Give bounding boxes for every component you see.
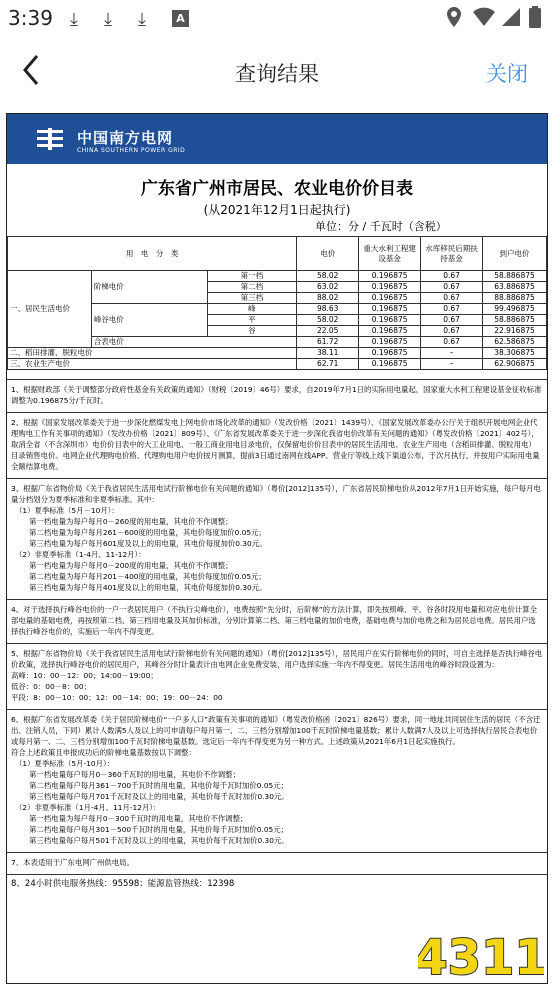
row-price: 22.05	[297, 326, 359, 337]
logo-header	[7, 114, 547, 164]
row-fund2: 0.67	[421, 293, 483, 304]
note-line: （1）夏季标准（5月－10月）：	[15, 506, 119, 515]
signal-icon	[500, 6, 522, 33]
header-fund2: 水库移民后期扶持基金	[421, 237, 483, 271]
row-price: 63.02	[297, 282, 359, 293]
row-price: 58.02	[297, 315, 359, 326]
watermark-logo	[418, 928, 544, 982]
row-total: 38.306875	[482, 348, 546, 359]
note-7	[7, 852, 547, 874]
note-line: 第一档电量为每户每月0－260度的用电量，其电价不作调整；	[29, 517, 233, 526]
wifi-icon	[472, 6, 496, 33]
row-price: 98.63	[297, 304, 359, 315]
unit-label: 单位：分 / 千瓦时（含税）	[315, 220, 447, 233]
row-fund1: 0.196875	[359, 326, 421, 337]
site-watermark	[418, 928, 544, 982]
note-line: 第一档电量为每户每月0－300千瓦时的用电量，其电价不作调整；	[29, 814, 248, 823]
note-line: 符合上述政策且申报成功后的阶梯电量基数按以下调整：	[11, 748, 196, 757]
watermark-text: 4311	[418, 930, 544, 982]
note-line: 第二档电量每户每月361－700千瓦时的用电量，其电价每千瓦时加价0.05元；	[29, 781, 288, 790]
row-fund1: 0.196875	[359, 359, 421, 370]
price-table	[7, 236, 547, 370]
row-total: 58.886875	[482, 271, 546, 282]
row-fund2: –	[421, 348, 483, 359]
page-title: 查询结果	[235, 62, 319, 86]
download-icon: ⤓	[104, 9, 112, 30]
note-8	[7, 874, 547, 896]
note-text: 6、根据广东省发展改革委《关于居民阶梯电价“一户多人口”政策有关事项的通知》（粤发改价格函〔2021〕826号）要求，同一地址共同居住生活的居民（不含迁出、注销人员，下同）累计人数满5人及以上的可申请每户每月第一、二、三档分别增加100千瓦时阶梯电量基数；累计人数满7人及以上可选择执行居民合表电价或每月第一、二、三档分别增加100千瓦时阶梯电量基数。选定后一年内不得变更为另一种方式。上述政策从2021年6月1日起实施执行。	[11, 715, 541, 746]
navigation-bar	[0, 40, 554, 104]
battery-icon	[528, 6, 542, 33]
note-line: 第一档电量每户每月0－360千瓦时的用电量，其电价不作调整；	[29, 770, 240, 779]
note-line: 平段：8：00－10：00；12：00－14：00；19：00－24：00	[11, 693, 223, 702]
row-fund1: 0.196875	[359, 348, 421, 359]
category-agri: 三、农业生产电价	[8, 359, 297, 370]
row-fund1: 0.196875	[359, 337, 421, 348]
row-price: 61.72	[297, 337, 359, 348]
row-fund1: 0.196875	[359, 271, 421, 282]
document-subtitle: (从2021年12月1日起执行)	[203, 203, 351, 217]
row-price: 58.02	[297, 271, 359, 282]
logo-english-text: CHINA SOUTHERN POWER GRID	[77, 147, 186, 154]
price-document	[6, 113, 548, 984]
logo-chinese-text: 中国南方电网	[77, 129, 174, 147]
note-line: 第三档电量为每户每月601度及以上的用电量，其电价每度加价0.30元。	[29, 539, 267, 548]
row-total: 62.586875	[482, 337, 546, 348]
note-text: 7、本表适用于广东电网广州供电局。	[11, 858, 134, 867]
row-fund2: 0.67	[421, 282, 483, 293]
row-total: 63.886875	[482, 282, 546, 293]
header-price: 电价	[297, 237, 359, 271]
note-text: 4、对于选择执行峰谷电价的一户一表居民用户（不执行尖峰电价），电费按照“先分时，后阶梯”的方法计算，即先按照峰、平、谷各时段用电量和对应电价计算全部电量的基础电费，再按照第二档、第三档用电量及其加价标准，分别计算第二档、第三档电量的加价电费，基础电费与加价电费之和为居民总电费。居民用户选择执行峰谷电价的，实施后一年内不得变更。	[11, 605, 538, 636]
note-2	[7, 412, 547, 478]
category-resident: 一、居民生活电价	[8, 271, 92, 348]
note-line: 第三档电量每户每月501千瓦时及以上的用电量，其电价每千瓦时加价0.30元。	[29, 836, 289, 845]
note-line: （2）非夏季标准（1月-4月、11月-12月）：	[15, 803, 161, 812]
note-4	[7, 599, 547, 643]
note-text: 8、24小时供电服务热线：95598；能源监管热线：12398	[11, 879, 235, 889]
row-fund2: 0.67	[421, 315, 483, 326]
note-line: 第三档电量为每户每月401度及以上的用电量，其电价每度加价0.30元。	[29, 583, 267, 592]
row-label: 第二档	[207, 282, 297, 293]
row-price: 62.71	[297, 359, 359, 370]
subcategory-combined: 合表电价	[91, 337, 296, 348]
row-fund2: 0.67	[421, 304, 483, 315]
row-fund2: 0.67	[421, 337, 483, 348]
download-icon: ⤓	[70, 9, 78, 30]
row-label: 第三档	[207, 293, 297, 304]
note-line: 第二档电量为每户每月201－400度的用电量，其电价每度加价0.05元；	[29, 572, 266, 581]
row-price: 38.11	[297, 348, 359, 359]
category-rice: 二、稻田排灌、脱粒电价	[8, 348, 297, 359]
row-label: 谷	[207, 326, 297, 337]
note-line: 低谷：0：00－8：00；	[11, 682, 91, 691]
header-fund1: 重大水利工程建设基金	[359, 237, 421, 271]
note-text: 5、根据广东省物价局《关于我省居民生活用电试行阶梯电价有关问题的通知》（粤价[2012]135号），居民用户在实行阶梯电价的同时，可自主选择是否执行峰谷电价政策，选择执行峰谷电价的居民用户，其峰谷分时计量表计由电网企业免费安装，用户选择实施一年内不得变更。居民生活用电的峰谷时段设置为：	[11, 649, 543, 669]
row-label: 峰	[207, 304, 297, 315]
location-icon	[446, 6, 462, 33]
app-notification-icon: A	[172, 10, 189, 27]
download-icon: ⤓	[138, 9, 146, 30]
note-3	[7, 478, 547, 599]
header-category: 用 电 分 类	[8, 237, 297, 271]
note-6	[7, 709, 547, 852]
row-fund1: 0.196875	[359, 304, 421, 315]
row-fund1: 0.196875	[359, 282, 421, 293]
header-total: 到户电价	[482, 237, 546, 271]
row-total: 22.916875	[482, 326, 546, 337]
row-total: 99.496875	[482, 304, 546, 315]
note-line: 第二档电量为每户每月261－600度的用电量，其电价每度加价0.05元；	[29, 528, 266, 537]
row-fund1: 0.196875	[359, 293, 421, 304]
note-line: 第一档电量为每户每月0－200度的用电量，其电价不作调整；	[29, 561, 233, 570]
note-line: 第二档电量每户每月301－500千瓦时的用电量，其电价每千瓦时加价0.05元；	[29, 825, 288, 834]
table-row	[8, 359, 547, 370]
note-text: 3、根据广东省物价局《关于我省居民生活用电试行阶梯电价有关问题的通知》（粤价[2012]135号），广东省居民阶梯电价从2012年7月1日开始实施，每户每月电量分档划分为夏季标准和非夏季标准。其中：	[11, 484, 541, 504]
status-time: 3:39	[8, 6, 53, 30]
row-price: 88.02	[297, 293, 359, 304]
row-label: 平	[207, 315, 297, 326]
table-row	[8, 348, 547, 359]
row-total: 58.886875	[482, 315, 546, 326]
subcategory-tiered: 阶梯电价	[91, 271, 207, 304]
note-text: 2、根据《国家发展改革委关于进一步深化燃煤发电上网电价市场化改革的通知》（发改价格〔2021〕1439号）、《国家发展改革委办公厅关于组织开展电网企业代理购电工作有关事项的通知》（发改办价格〔2021〕809号）、《广东省发展改革委关于进一步深化我省电价改革有关问题的通知》（粤发改价格〔2021〕402号），取消全省（不含深圳市）电价价目表中的大工业用电、一般工商业用电目录电价，仅保留电价价目表中的居民生活用电、农业生产用电（含稻田排灌、脱粒用电）目录销售电价。电网企业代理购电价格、代理购电用户电价按月测算，提前3日通过南网在线APP、营业厅等线上线下渠道公布，于次月执行，并按用户实际用电量全额结算电费。	[11, 418, 540, 471]
status-bar	[0, 0, 554, 40]
subcategory-tou: 峰谷电价	[91, 304, 207, 337]
row-label: 第一档	[207, 271, 297, 282]
row-fund2: 0.67	[421, 326, 483, 337]
table-row	[8, 271, 547, 282]
note-1	[7, 379, 547, 412]
note-line: （1）夏季标准（5月-10月）：	[15, 759, 115, 768]
note-5	[7, 643, 547, 709]
table-header-row	[8, 237, 547, 271]
document-title: 广东省广州市居民、农业电价价目表	[141, 179, 413, 199]
row-fund2: –	[421, 359, 483, 370]
row-total: 62.906875	[482, 359, 546, 370]
note-line: （2）非夏季标准（1-4月、11-12月）：	[15, 550, 146, 559]
note-line: 第三档电量每户每月701千瓦时及以上的用电量，其电价每千瓦时加价0.30元。	[29, 792, 289, 801]
note-text: 1、根据财政部《关于调整部分政府性基金有关政策的通知》（财税〔2019〕46号）要求，自2019年7月1日的实际用电量起，国家重大水利工程建设基金征收标准调整为0.196875分/千瓦时。	[11, 385, 542, 405]
row-fund1: 0.196875	[359, 315, 421, 326]
row-total: 88.886875	[482, 293, 546, 304]
csg-logo-icon	[37, 128, 63, 150]
note-line: 高峰：10：00－12：00；14:00－19:00；	[11, 671, 158, 680]
close-button[interactable]: 关闭	[486, 62, 528, 86]
row-fund2: 0.67	[421, 271, 483, 282]
notes-section	[7, 379, 547, 896]
